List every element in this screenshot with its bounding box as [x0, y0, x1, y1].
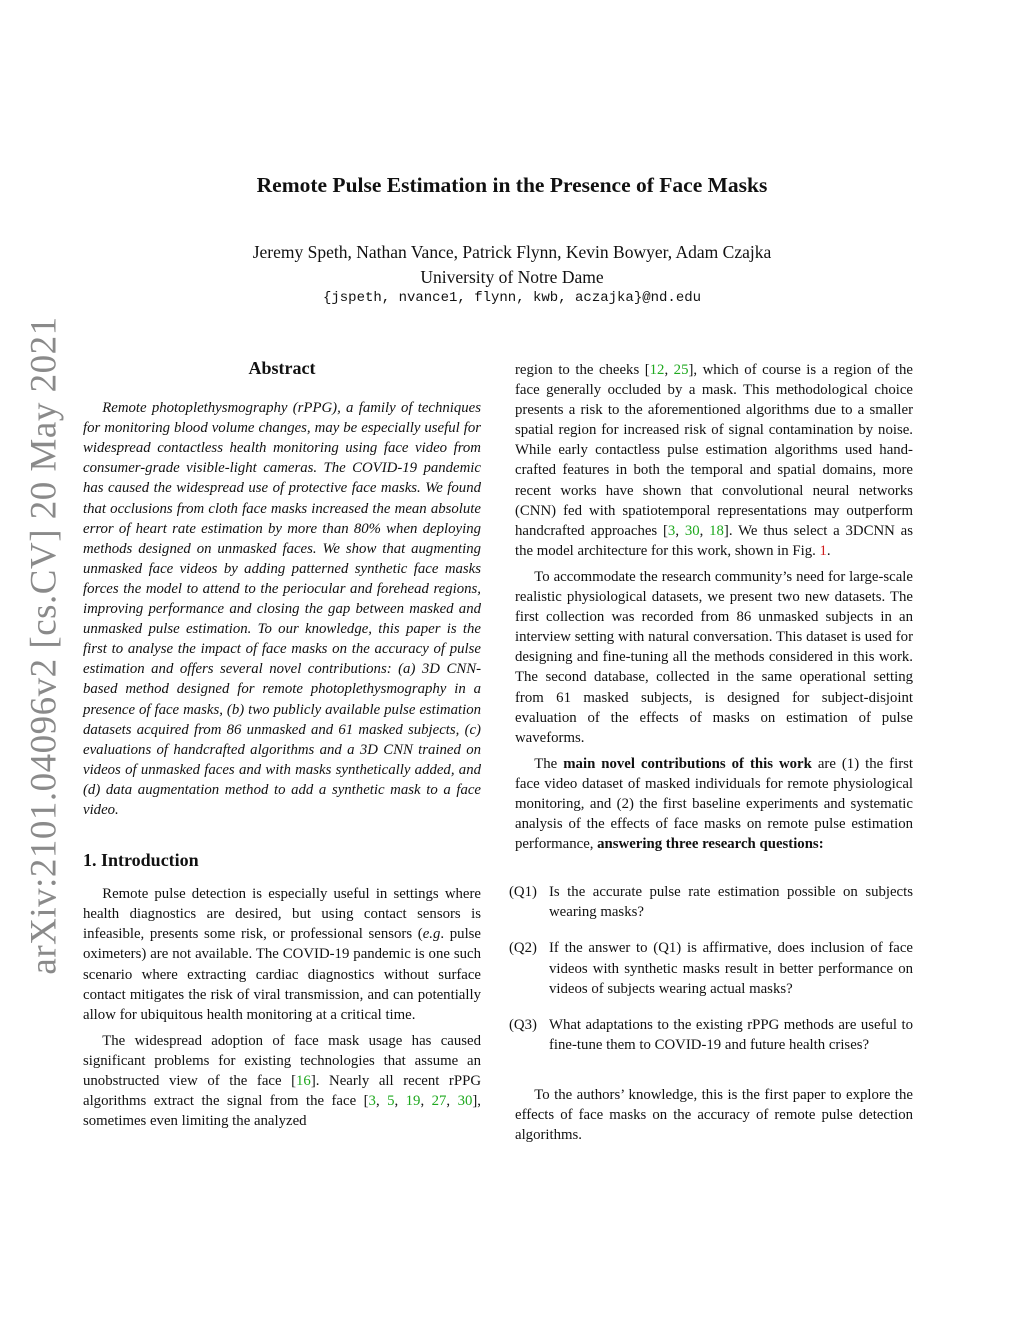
author-emails: {jspeth, nvance1, flynn, kwb, aczajka}@nd.edu	[322, 290, 702, 306]
author-block	[0, 240, 1024, 290]
citation-link[interactable]: 5	[387, 1093, 395, 1110]
right-p1-text-a: region to the cheeks [	[515, 362, 650, 378]
right-p1-text-b: ], which of course is a region of the face generally occluded by a mask. This methodological choice presents a risk to the aforementioned algorithms due to a smaller spatial region for increased risk of signal contamination by noise. While early contactless pulse estimation algorithms used hand-crafted features in both the temporal and spatial domains, more recent works have shown that convolutional neural networks (CNN) fed with spatiotemporal representations may outperform handcrafted approaches [	[515, 362, 913, 539]
contributions-emphasis: main novel contributions of this work	[563, 755, 812, 772]
right-p1-text-c: ]. We thus select a 3DCNN as the model architecture for this work, shown in Fig.	[515, 522, 913, 559]
intro-p2-text-c: ], sometimes even limiting the analyzed	[83, 1093, 481, 1130]
abstract-text: Remote photoplethysmography (rPPG), a family of techniques for monitoring blood volume changes, may be especially useful for widespread contactless health monitoring using face video from consumer-grade visible-light cameras. The COVID-19 pandemic has caused the widespread use of protective face masks. We found that occlusions from cloth face masks increased the mean absolute error of heart rate estimation by more than 80% when deploying methods designed on unmasked faces. We show that augmenting unmasked face videos by adding patterned synthetic face masks forces the model to attend to the periocular and forehead regions, improving performance and closing the gap between masked and unmasked pulse estimation. To our knowledge, this paper is the first to analyse the impact of face masks on the accuracy of pulse estimation and offers several novel contributions: (a) 3D CNN-based method designed for remote photoplethysmography in a presence of face masks, (b) two publicly available pulse estimation datasets acquired from 86 unmasked and 61 masked subjects, (c) evaluations of handcrafted algorithms and a 3D CNN trained on videos of unmasked faces and with masks synthetically added, and (d) data augmentation method to add a synthetic mask to a face video.	[83, 400, 481, 818]
intro-p1-text-a: Remote pulse detection is especially useful in settings where health diagnostics are desired, but using contact sensors is infeasible, presents some risk, or professional sensors (	[83, 886, 481, 943]
right-p3-text-a: The	[534, 755, 564, 772]
question-label: (Q3)	[509, 1016, 537, 1033]
citation-link[interactable]: 16	[296, 1073, 311, 1089]
abstract-heading: Abstract	[248, 358, 316, 378]
intro-p2-text-b: ]. Nearly all recent rPPG algorithms extract the signal from the face [	[83, 1073, 482, 1110]
intro-p1-eg: e.g	[422, 926, 441, 943]
introduction-heading: 1. Introduction	[83, 850, 199, 871]
question-label: (Q1)	[509, 884, 537, 901]
question-label: (Q2)	[509, 940, 537, 957]
question-text: Is the accurate pulse rate estimation possible on subjects wearing masks?	[549, 884, 913, 921]
citation-link[interactable]: 12	[649, 362, 665, 378]
right-column	[509, 360, 914, 1151]
citation-link[interactable]: 19	[405, 1093, 421, 1110]
figure-reference-link[interactable]: 1	[819, 542, 827, 559]
right-paragraph-1: region to the cheeks [12, 25], which of course is a region of the face generally occluded by a mask. This methodological choice presents a risk to the aforementioned algorithms due to a smaller spatial region for increased risk of signal contamination by noise. While early contactless pulse estimation algorithms used hand-crafted features in both the temporal and spatial domains, more recent works have shown that convolutional neural networks (CNN) fed with spatiotemporal representations may outperform handcrafted approaches [3, 30, 18]. We thus select a 3DCNN as the model architecture for this work, shown in Fig. 1.	[515, 362, 913, 559]
citation-link[interactable]: 30	[457, 1093, 473, 1110]
intro-p1-text-b: . pulse oximeters) are not available. The COVID-19 pandemic is one such scenario where extracting cardiac diagnostics without surface contact mitigates the risk of viral transmission, and can potentially allow for ubiquitous health monitoring at a critical time.	[83, 926, 481, 1023]
intro-paragraph-1	[83, 884, 481, 1025]
intro-paragraph-2: The widespread adoption of face mask usage has caused significant problems for existing technologies that assume an unobstructed view of the face [16]. Nearly all recent rPPG algorithms extract the signal from the face [3, 5, 19, 27, 30], sometimes even limiting the analyzed	[83, 1032, 482, 1130]
paper-title: Remote Pulse Estimation in the Presence of Face Masks	[256, 173, 768, 197]
research-questions-emphasis: answering three research questions:	[597, 836, 824, 853]
intro-p2-text-a: The widespread adoption of face mask usage has caused significant problems for existing technologies that assume an unobstructed view of the face [	[83, 1032, 481, 1089]
citation-link[interactable]: 25	[673, 362, 689, 378]
right-paragraph-2: To accommodate the research community’s need for large-scale realistic physiological datasets, we present two new datasets. The first collection was recorded from 86 unmasked subjects in an interview setting with natural conversation. This dataset is used for designing and fine-tuning all the methods considered in this work. The second database, collected in the same operational setting from 61 masked subjects, is designed for subject-disjoint evaluation of the effects of masks on estimation of pulse waveforms.	[515, 568, 913, 746]
arxiv-identifier-stamp	[18, 315, 70, 975]
question-text: What adaptations to the existing rPPG methods are useful to fine-tune them to COVID-19 and future health crises?	[549, 1016, 913, 1053]
citation-link[interactable]: 3	[368, 1093, 376, 1110]
right-paragraph-4: To the authors’ knowledge, this is the first paper to explore the effects of face masks on the accuracy of remote pulse detection algorithms.	[515, 1086, 913, 1144]
author-affiliation: University of Notre Dame	[420, 267, 604, 287]
research-question-item	[509, 1015, 913, 1055]
citation-link[interactable]: 18	[709, 522, 724, 539]
right-p3-text-b: are (1) the first face video dataset of masked individuals for remote physiological monitoring, and (2) the first baseline experiments and systematic analysis of the effects of face masks on remote pulse estimation performance,	[515, 755, 914, 853]
citation-link[interactable]: 3	[667, 522, 676, 539]
research-question-item	[509, 882, 913, 922]
arxiv-identifier-text: arXiv:2101.04096v2 [cs.CV] 20 May 2021	[23, 315, 65, 975]
question-text: If the answer to (Q1) is affirmative, does inclusion of face videos with synthetic masks result in better performance on videos of subjects wearing actual masks?	[549, 940, 913, 997]
author-names: Jeremy Speth, Nathan Vance, Patrick Flynn, Kevin Bowyer, Adam Czajka	[252, 242, 772, 262]
research-questions-list	[509, 882, 913, 1055]
right-p1-text-d: .	[826, 542, 831, 559]
research-question-item	[509, 938, 913, 998]
citation-link[interactable]: 30	[684, 522, 700, 539]
left-column	[83, 358, 481, 1137]
citation-link[interactable]: 27	[431, 1093, 447, 1110]
right-paragraph-3	[515, 754, 913, 854]
